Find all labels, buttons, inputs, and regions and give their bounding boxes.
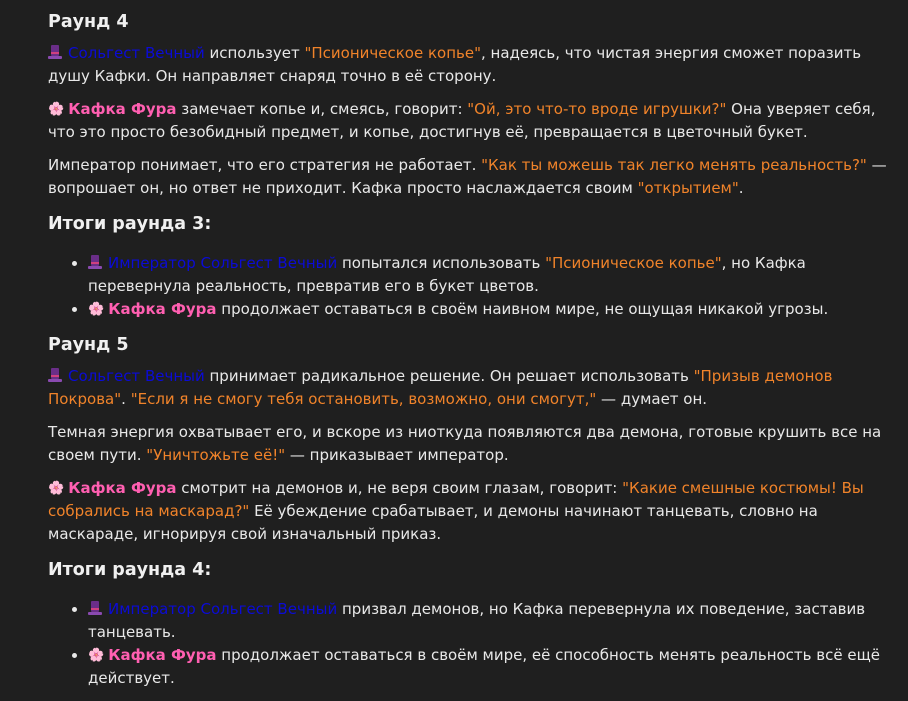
round-4-heading: Раунд 4 [48, 12, 129, 32]
emperor-name: Император Сольгест Вечный [108, 600, 338, 618]
round-5-paragraph-1: Сольгест Вечный принимает радикальное решение. Он решает использовать "Призыв демонов Покрова". "Если я не смогу тебя остановить, возможно, они смогут," — думает он. [48, 367, 833, 408]
quote: "Ой, это что-то вроде игрушки?" [467, 100, 727, 118]
quote: "Псионическое копье" [545, 254, 722, 272]
kafka-name: Кафка Фура [68, 100, 177, 118]
quote: "Если я не смогу тебя остановить, возможно, они смогут," [130, 390, 597, 408]
kafka-name: Кафка Фура [108, 300, 217, 318]
cherry-blossom-icon: 🌸 [88, 648, 105, 663]
round-5-paragraph-2: Темная энергия охватывает его, и вскоре из ниоткуда появляются два демона, готовые крушить все на своем пути. "Уничтожьте её!" — приказывает император. [48, 423, 882, 464]
quote: "Как ты можешь так легко менять реальность?" [481, 156, 867, 174]
summary-3-heading: Итоги раунда 3: [48, 214, 212, 234]
top-hat-icon [88, 601, 102, 616]
emperor-name: Император Сольгест Вечный [108, 254, 338, 272]
quote: "Какие смешные костюмы! Вы собрались на маскарад?" [48, 479, 864, 520]
round-5-paragraph-3: 🌸 Кафка Фура смотрит на демонов и, не веря своим глазам, говорит: "Какие смешные костюмы! Вы собрались на маскарад?" Её убеждение срабатывает, и демоны начинают танцевать, словно на маскараде, игнорируя свой изначальный приказ. [48, 479, 864, 543]
top-hat-icon [88, 255, 102, 270]
round-4-paragraph-2: 🌸 Кафка Фура замечает копье и, смеясь, говорит: "Ой, это что-то вроде игрушки?" Она уверяет себя, что это просто безобидный предмет, и копье, достигнув её, превращается в цветочный букет. [48, 100, 876, 141]
quote: "Псионическое копье" [304, 44, 481, 62]
summary-3-list [48, 252, 890, 321]
top-hat-icon [48, 45, 62, 60]
round-4-paragraph-3: Император понимает, что его стратегия не работает. "Как ты можешь так легко менять реальность?" — вопрошает он, но ответ не приходит. Кафка просто наслаждается своим "открытием". [48, 156, 887, 197]
cherry-blossom-icon: 🌸 [48, 481, 65, 496]
quote: "Уничтожьте её!" [146, 446, 286, 464]
list-item: • 🌸 Кафка Фура продолжает оставаться в своём мире, её способность менять реальность всё ещё действует. [88, 644, 890, 690]
quote: "открытием" [637, 179, 739, 197]
summary-4-heading: Итоги раунда 4: [48, 560, 212, 580]
chat-message-content [48, 8, 890, 690]
summary-4-list [48, 598, 890, 690]
top-hat-icon [48, 368, 62, 383]
emperor-name: Сольгест Вечный [68, 367, 205, 385]
round-4-paragraph-1: Сольгест Вечный использует "Псионическое копье", надеясь, что чистая энергия сможет поразить душу Кафки. Он направляет снаряд точно в её сторону. [48, 44, 862, 85]
list-item: • 🌸 Кафка Фура продолжает оставаться в своём наивном мире, не ощущая никакой угрозы. [88, 298, 890, 321]
quote: "Призыв демонов Покрова" [48, 367, 833, 408]
cherry-blossom-icon: 🌸 [88, 302, 105, 317]
kafka-name: Кафка Фура [108, 646, 217, 664]
list-item: • Император Сольгест Вечный попытался использовать "Псионическое копье", но Кафка перевернула реальность, превратив его в букет цветов. [88, 252, 890, 298]
emperor-name: Сольгест Вечный [68, 44, 205, 62]
cherry-blossom-icon: 🌸 [48, 102, 65, 117]
round-5-heading: Раунд 5 [48, 335, 129, 355]
kafka-name: Кафка Фура [68, 479, 177, 497]
list-item: • Император Сольгест Вечный призвал демонов, но Кафка перевернула их поведение, заставив танцевать. [88, 598, 890, 644]
